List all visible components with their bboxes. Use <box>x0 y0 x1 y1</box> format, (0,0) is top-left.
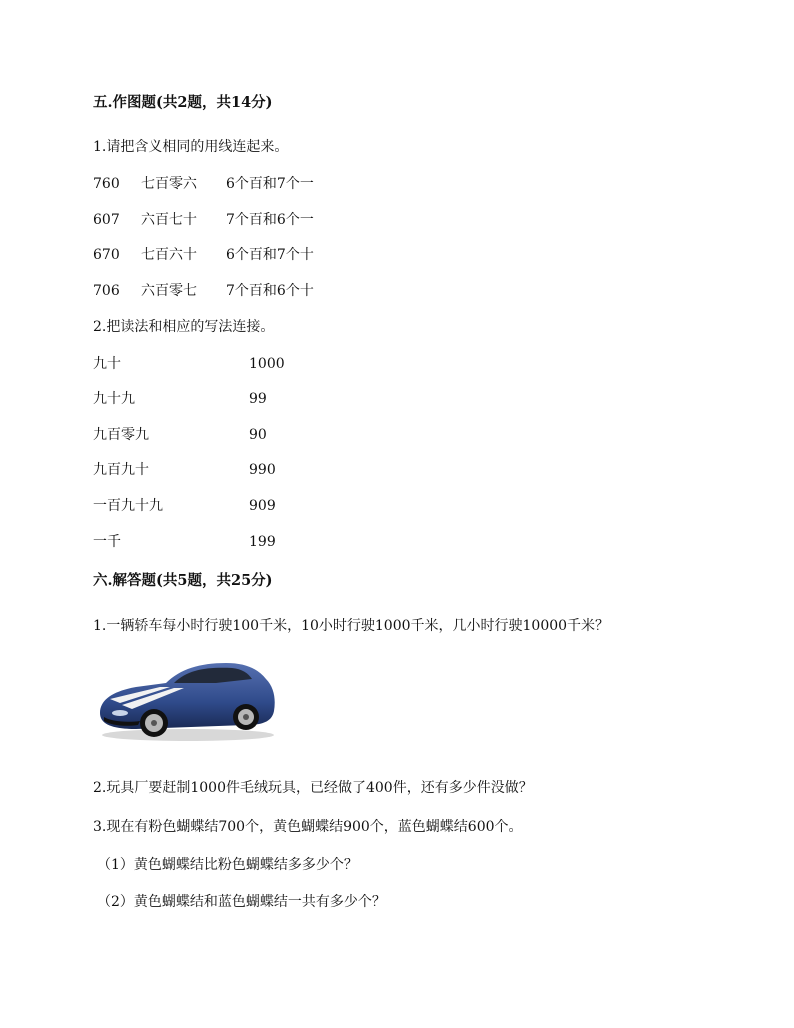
q2-row4-writing: 990 <box>249 462 276 478</box>
s6-q3: 3.现在有粉色蝴蝶结700个，黄色蝴蝶结900个，蓝色蝴蝶结600个。 <box>93 819 523 835</box>
q2-row2-reading: 九十九 <box>93 391 135 407</box>
q1-row4-desc: 7个百和6个十 <box>226 283 314 299</box>
q1-row4-words: 六百零七 <box>141 283 197 299</box>
section6-title: 六.解答题(共5题，共25分) <box>93 572 273 589</box>
s6-q1: 1.一辆轿车每小时行驶100千米，10小时行驶1000千米，几小时行驶10000千米？ <box>93 618 610 634</box>
q1-row2-num: 607 <box>93 212 120 228</box>
sports-car-icon <box>96 655 278 743</box>
q2-prompt: 2.把读法和相应的写法连接。 <box>93 319 275 335</box>
q2-row5-writing: 909 <box>249 498 276 514</box>
s6-q3-sub2: （2）黄色蝴蝶结和蓝色蝴蝶结一共有多少个？ <box>97 894 386 910</box>
q1-row3-desc: 6个百和7个十 <box>226 247 314 263</box>
s6-q3-sub1: （1）黄色蝴蝶结比粉色蝴蝶结多多少个？ <box>97 857 358 873</box>
s6-q2: 2.玩具厂要赶制1000件毛绒玩具，已经做了400件，还有多少件没做？ <box>93 780 533 796</box>
q2-row2-writing: 99 <box>249 391 267 407</box>
q2-row4-reading: 九百九十 <box>93 462 149 478</box>
q1-row1-desc: 6个百和7个一 <box>226 176 314 192</box>
section5-title: 五.作图题(共2题，共14分) <box>93 94 273 111</box>
q1-row1-num: 760 <box>93 176 120 192</box>
q2-row6-writing: 199 <box>249 534 276 550</box>
q1-row1-words: 七百零六 <box>141 176 197 192</box>
q2-row3-reading: 九百零九 <box>93 427 149 443</box>
q1-prompt: 1.请把含义相同的用线连起来。 <box>93 139 289 155</box>
q2-row6-reading: 一千 <box>93 534 121 550</box>
q2-row3-writing: 90 <box>249 427 267 443</box>
q2-row5-reading: 一百九十九 <box>93 498 163 514</box>
q1-row3-words: 七百六十 <box>141 247 197 263</box>
q2-row1-writing: 1000 <box>249 356 285 372</box>
q2-row1-reading: 九十 <box>93 356 121 372</box>
q1-row2-desc: 7个百和6个一 <box>226 212 314 228</box>
q1-row3-num: 670 <box>93 247 120 263</box>
q1-row2-words: 六百七十 <box>141 212 197 228</box>
q1-row4-num: 706 <box>93 283 120 299</box>
